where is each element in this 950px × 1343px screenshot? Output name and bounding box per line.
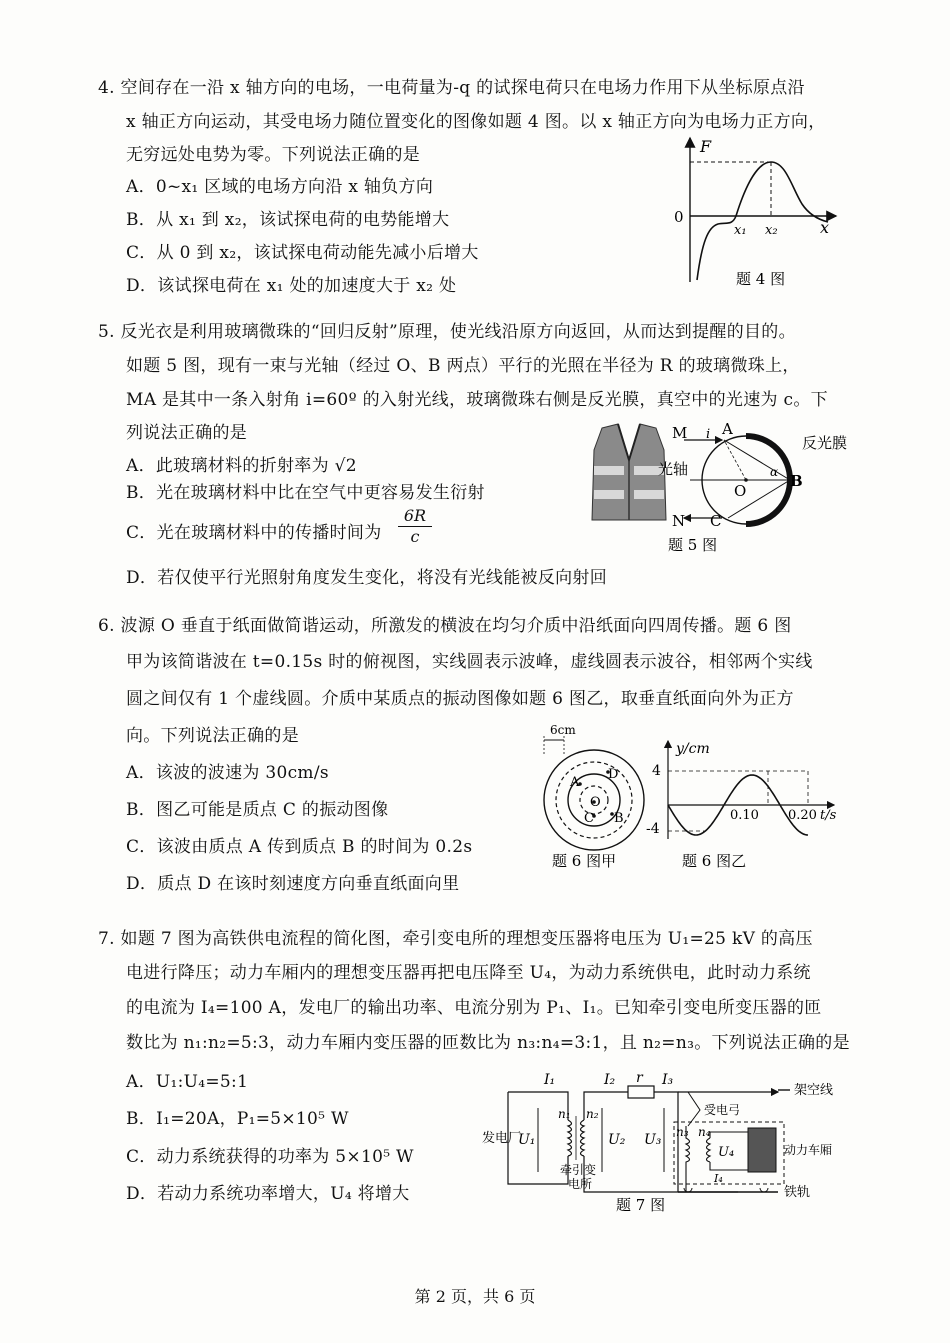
q5-fraction — [398, 506, 432, 547]
q5-label-a: A — [722, 420, 733, 438]
q4-option-b: B．从 x₁ 到 x₂，该试探电荷的电势能增大 — [126, 210, 450, 230]
page-footer: 第 2 页，共 6 页 — [414, 1287, 536, 1306]
q7-option-b: B．I₁=20A，P₁=5×10⁵ W — [126, 1109, 349, 1129]
q4-option-c: C．从 0 到 x₂，该试探电荷动能先减小后增大 — [126, 243, 479, 263]
q4-x2-label: x₂ — [765, 223, 778, 238]
q5-option-d: D．若仅使平行光照射角度发生变化，将没有光线能被反向射回 — [126, 568, 608, 588]
q7-label-pantograph: 受电弓 — [704, 1103, 741, 1117]
q6-scale-label: 6cm — [550, 723, 576, 737]
q5-normal-line — [724, 440, 746, 480]
q6b-y-label: y/cm — [676, 741, 710, 757]
q4-origin-label: 0 — [674, 208, 684, 226]
q6-stem-line-3: 圆之间仅有 1 个虚线圆。介质中某质点的振动图像如题 6 图乙，取垂直纸面向外为正方 — [126, 689, 794, 709]
q7-label-i3: I₃ — [662, 1072, 674, 1088]
q5-fraction-den: c — [398, 526, 432, 547]
q5-option-a: A．此玻璃材料的折射率为 √2 — [126, 456, 357, 476]
q5-label-film: 反光膜 — [802, 434, 848, 452]
q7-motor-load — [748, 1128, 776, 1172]
q4-stem-line-2: x 轴正方向运动，其受电场力随位置变化的图像如题 4 图。以 x 轴正方向为电场力正方向， — [126, 112, 826, 132]
q7-label-u1: U₁ — [518, 1132, 536, 1148]
q7-stem-line-4: 数比为 n₁:n₂=5:3，动力车厢内变压器的匝数比为 n₃:n₄=3:1，且 n₂=n₃。下列说法正确的是 — [126, 1033, 850, 1053]
q7-label-plant: 发电厂 — [482, 1131, 522, 1146]
q5-label-o: O — [734, 482, 747, 500]
q5-label-m: M — [672, 424, 688, 442]
q7-label-n3: n₃ — [676, 1125, 689, 1139]
q7-label-u3: U₃ — [644, 1132, 662, 1148]
q7-stem-line-1: 7. 如题 7 图为高铁供电流程的简化图，牵引变电所的理想变压器将电压为 U₁=25 kV 的高压 — [98, 929, 813, 949]
q6-wave-top-view — [530, 722, 646, 872]
q7-label-n2: n₂ — [586, 1107, 599, 1121]
q7-coil-n2 — [581, 1120, 585, 1156]
q7-label-rail: 铁轨 — [784, 1185, 811, 1200]
q5-stem-line-4: 列说法正确的是 — [126, 423, 248, 443]
q7-label-i1: I₁ — [544, 1072, 556, 1088]
q5-option-b: B．光在玻璃材料中比在空气中更容易发生衍射 — [126, 483, 485, 503]
q7-caption: 题 7 图 — [616, 1196, 666, 1214]
q6-caption-b: 题 6 图乙 — [682, 852, 747, 870]
q4-force-curve — [697, 162, 828, 280]
q7-label-substation-1: 牵引变 — [560, 1163, 597, 1177]
q7-coil-n4 — [707, 1138, 711, 1162]
q6-label-b: B — [614, 811, 624, 826]
q5-caption: 题 5 图 — [668, 536, 718, 554]
q5-label-axis: 光轴 — [658, 460, 689, 478]
q7-label-i4: I₄ — [714, 1172, 723, 1185]
q6-label-a: A — [570, 775, 580, 790]
q4-stem-line-3: 无穷远处电势为零。下列说法正确的是 — [126, 145, 421, 165]
q6-label-o: O — [590, 795, 601, 810]
q6-option-d: D．质点 D 在该时刻速度方向垂直纸面向里 — [126, 874, 460, 894]
q5-option-c: C．光在玻璃材料中的传播时间为 — [126, 523, 382, 543]
q7-label-i2: I₂ — [604, 1072, 616, 1088]
q6b-t2: 0.20 — [788, 808, 817, 823]
q7-label-n4: n₄ — [698, 1125, 711, 1139]
q6b-t-label: t/s — [820, 808, 837, 823]
q6b-y-max: 4 — [652, 763, 661, 779]
q7-stem-line-3: 的电流为 I₄=100 A，发电厂的输出功率、电流分别为 P₁、I₁。已知牵引变电所变压器的匝 — [126, 998, 822, 1018]
q4-caption: 题 4 图 — [736, 270, 786, 288]
q7-label-u2: U₂ — [608, 1132, 626, 1148]
q7-label-substation-2: 电所 — [568, 1177, 593, 1191]
q4-x-label: x — [820, 218, 830, 237]
q7-label-r: r — [636, 1070, 643, 1086]
q5-label-b: B — [790, 472, 803, 490]
q5-fraction-num: 6R — [403, 506, 427, 525]
q6-label-c: C — [584, 811, 594, 826]
q5-bead-diagram — [658, 418, 872, 558]
q7-option-c: C．动力系统获得的功率为 5×10⁵ W — [126, 1147, 414, 1167]
q4-option-a: A．0~x₁ 区域的电场方向沿 x 轴负方向 — [126, 177, 434, 197]
q6b-t1: 0.10 — [730, 808, 759, 823]
q4-option-d: D．该试探电荷在 x₁ 处的加速度大于 x₂ 处 — [126, 276, 457, 296]
q7-coil-n1 — [568, 1120, 572, 1156]
q7-resistor-r — [628, 1086, 654, 1098]
q4-stem-line-1: 4. 空间存在一沿 x 轴方向的电场，一电荷量为-q 的试探电荷只在电场力作用下从坐标原点沿 — [98, 78, 805, 98]
q5-label-alpha: α — [770, 465, 779, 479]
q7-label-u4: U₄ — [718, 1145, 735, 1160]
q5-stem-line-2: 如题 5 图，现有一束与光轴（经过 O、B 两点）平行的光照在半径为 R 的玻璃微珠上， — [126, 356, 800, 376]
q6-option-a: A．该波的波速为 30cm/s — [126, 763, 329, 783]
q6-stem-line-4: 向。下列说法正确的是 — [126, 726, 299, 746]
q4-force-graph — [660, 132, 860, 300]
q7-stem-line-2: 电进行降压；动力车厢内的理想变压器再把电压降至 U₄，为动力系统供电，此时动力系统 — [126, 963, 811, 983]
q5-refracted-ray — [724, 440, 790, 480]
q7-option-d: D．若动力系统功率增大，U₄ 将增大 — [126, 1184, 410, 1204]
q6-label-d: D — [608, 767, 619, 782]
q6-option-c: C．该波由质点 A 传到质点 B 的时间为 0.2s — [126, 837, 473, 857]
q6-caption-a: 题 6 图甲 — [552, 852, 617, 870]
q7-option-a: A．U₁:U₄=5:1 — [126, 1072, 249, 1092]
q5-label-n: N — [672, 512, 686, 530]
q5-stem-line-1: 5. 反光衣是利用玻璃微珠的“回归反射”原理，使光线沿原方向返回，从而达到提醒的目的。 — [98, 322, 796, 342]
q6-option-b: B．图乙可能是质点 C 的振动图像 — [126, 800, 389, 820]
q5-stem-line-3: MA 是其中一条入射角 i=60º 的入射光线，玻璃微珠右侧是反光膜，真空中的光速为 c。下 — [126, 390, 828, 410]
q4-y-label: F — [700, 137, 712, 156]
q6-stem-line-1: 6. 波源 O 垂直于纸面做简谐运动，所激发的横波在均匀介质中沿纸面向四周传播。题 6 图 — [98, 616, 792, 636]
q7-label-n1: n₁ — [558, 1107, 571, 1121]
q6-stem-line-2: 甲为该简谐波在 t=0.15s 时的俯视图，实线圆表示波峰，虚线圆表示波谷，相邻两个实线 — [126, 652, 813, 672]
q7-label-car: 动力车厢 — [784, 1143, 833, 1157]
q5-label-c: C — [710, 512, 722, 530]
q7-circuit-diagram — [478, 1068, 860, 1218]
q4-x1-label: x₁ — [734, 223, 747, 238]
q6b-y-min: -4 — [646, 821, 660, 837]
q5-label-i: i — [706, 427, 711, 442]
q7-label-catenary: 架空线 — [794, 1083, 834, 1098]
q6-vibration-graph — [644, 735, 844, 875]
